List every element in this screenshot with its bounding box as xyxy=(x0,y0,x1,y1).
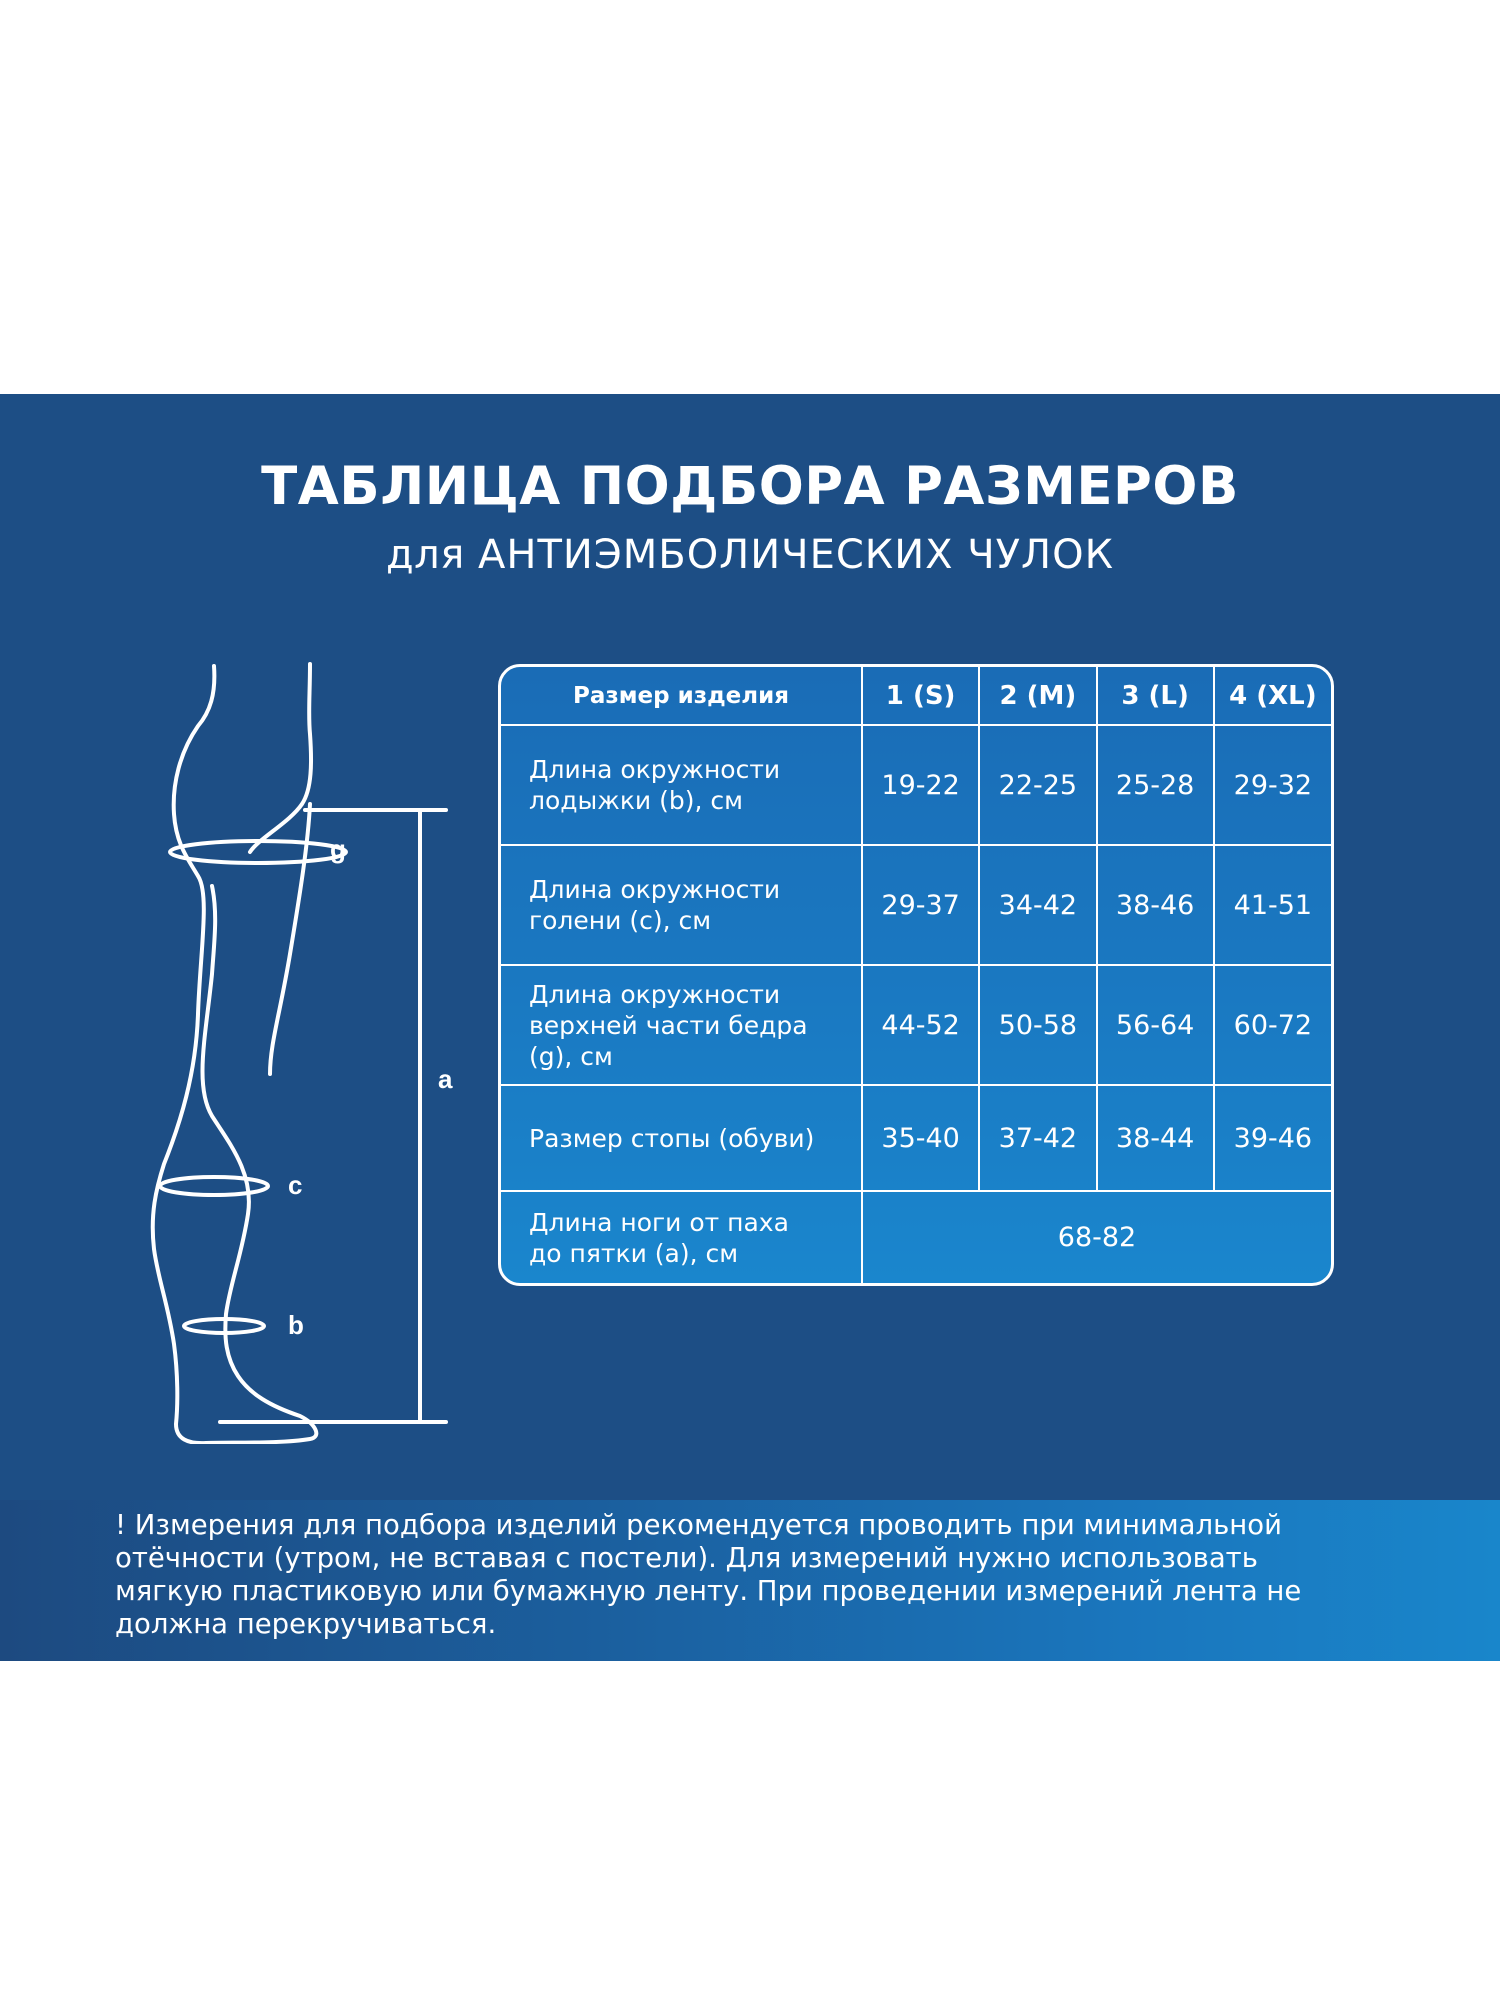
chart-subtitle xyxy=(0,532,1500,578)
header-size-xl: 4 (XL) xyxy=(1214,667,1331,725)
header-size-m: 2 (M) xyxy=(979,667,1096,725)
subtitle-prefix: для xyxy=(386,532,465,578)
table-cell: 29-37 xyxy=(862,845,979,965)
table-cell: 37-42 xyxy=(979,1085,1096,1191)
table-cell: 44-52 xyxy=(862,965,979,1085)
header-size-s: 1 (S) xyxy=(862,667,979,725)
table-row xyxy=(501,845,1331,965)
table-cell: 38-46 xyxy=(1097,845,1214,965)
table-cell: 19-22 xyxy=(862,725,979,845)
header-size-l: 3 (L) xyxy=(1097,667,1214,725)
table-cell: 39-46 xyxy=(1214,1085,1331,1191)
chart-title: ТАБЛИЦА ПОДБОРА РАЗМЕРОВ xyxy=(261,456,1239,517)
size-chart-panel xyxy=(0,394,1500,1661)
table-row xyxy=(501,725,1331,845)
label-g: g xyxy=(330,834,346,864)
row-label-ankle: Длина окружности лодыжки (b), см xyxy=(501,725,862,845)
label-a: a xyxy=(438,1064,453,1094)
table-cell: 22-25 xyxy=(979,725,1096,845)
note-text: ! Измерения для подбора изделий рекомендуется проводить при минимальной отёчности (утром, не вставая с постели). Для измерений нужно использовать мягкую пластиковую или бумажную ленту. При проведении измерений лента не должна перекручиваться. xyxy=(115,1509,1302,1640)
table-cell: 25-28 xyxy=(1097,725,1214,845)
row-label-leg-length: Длина ноги от паха до пятки (a), см xyxy=(501,1191,862,1283)
table-row xyxy=(501,965,1331,1085)
table-cell: 60-72 xyxy=(1214,965,1331,1085)
subtitle-main: АНТИЭМБОЛИЧЕСКИХ ЧУЛОК xyxy=(478,532,1114,578)
table-row xyxy=(501,1085,1331,1191)
leg-outline-illustration xyxy=(150,654,470,1444)
measurement-note xyxy=(0,1500,1500,1661)
header-size-label: Размер изделия xyxy=(501,667,862,725)
table-header-row xyxy=(501,667,1331,725)
table-cell: 29-32 xyxy=(1214,725,1331,845)
table-cell: 56-64 xyxy=(1097,965,1214,1085)
label-b: b xyxy=(288,1310,304,1340)
table-row xyxy=(501,1191,1331,1283)
table-cell: 41-51 xyxy=(1214,845,1331,965)
table-cell: 34-42 xyxy=(979,845,1096,965)
row-label-thigh: Длина окружности верхней части бедра (g), см xyxy=(501,965,862,1085)
size-table xyxy=(498,664,1334,1286)
row-label-foot: Размер стопы (обуви) xyxy=(501,1085,862,1191)
table-cell-leg-length: 68-82 xyxy=(862,1191,1331,1283)
table-cell: 38-44 xyxy=(1097,1085,1214,1191)
label-c: c xyxy=(288,1170,303,1200)
leg-diagram xyxy=(150,654,470,1448)
table-cell: 50-58 xyxy=(979,965,1096,1085)
row-label-calf: Длина окружности голени (c), см xyxy=(501,845,862,965)
table-cell: 35-40 xyxy=(862,1085,979,1191)
